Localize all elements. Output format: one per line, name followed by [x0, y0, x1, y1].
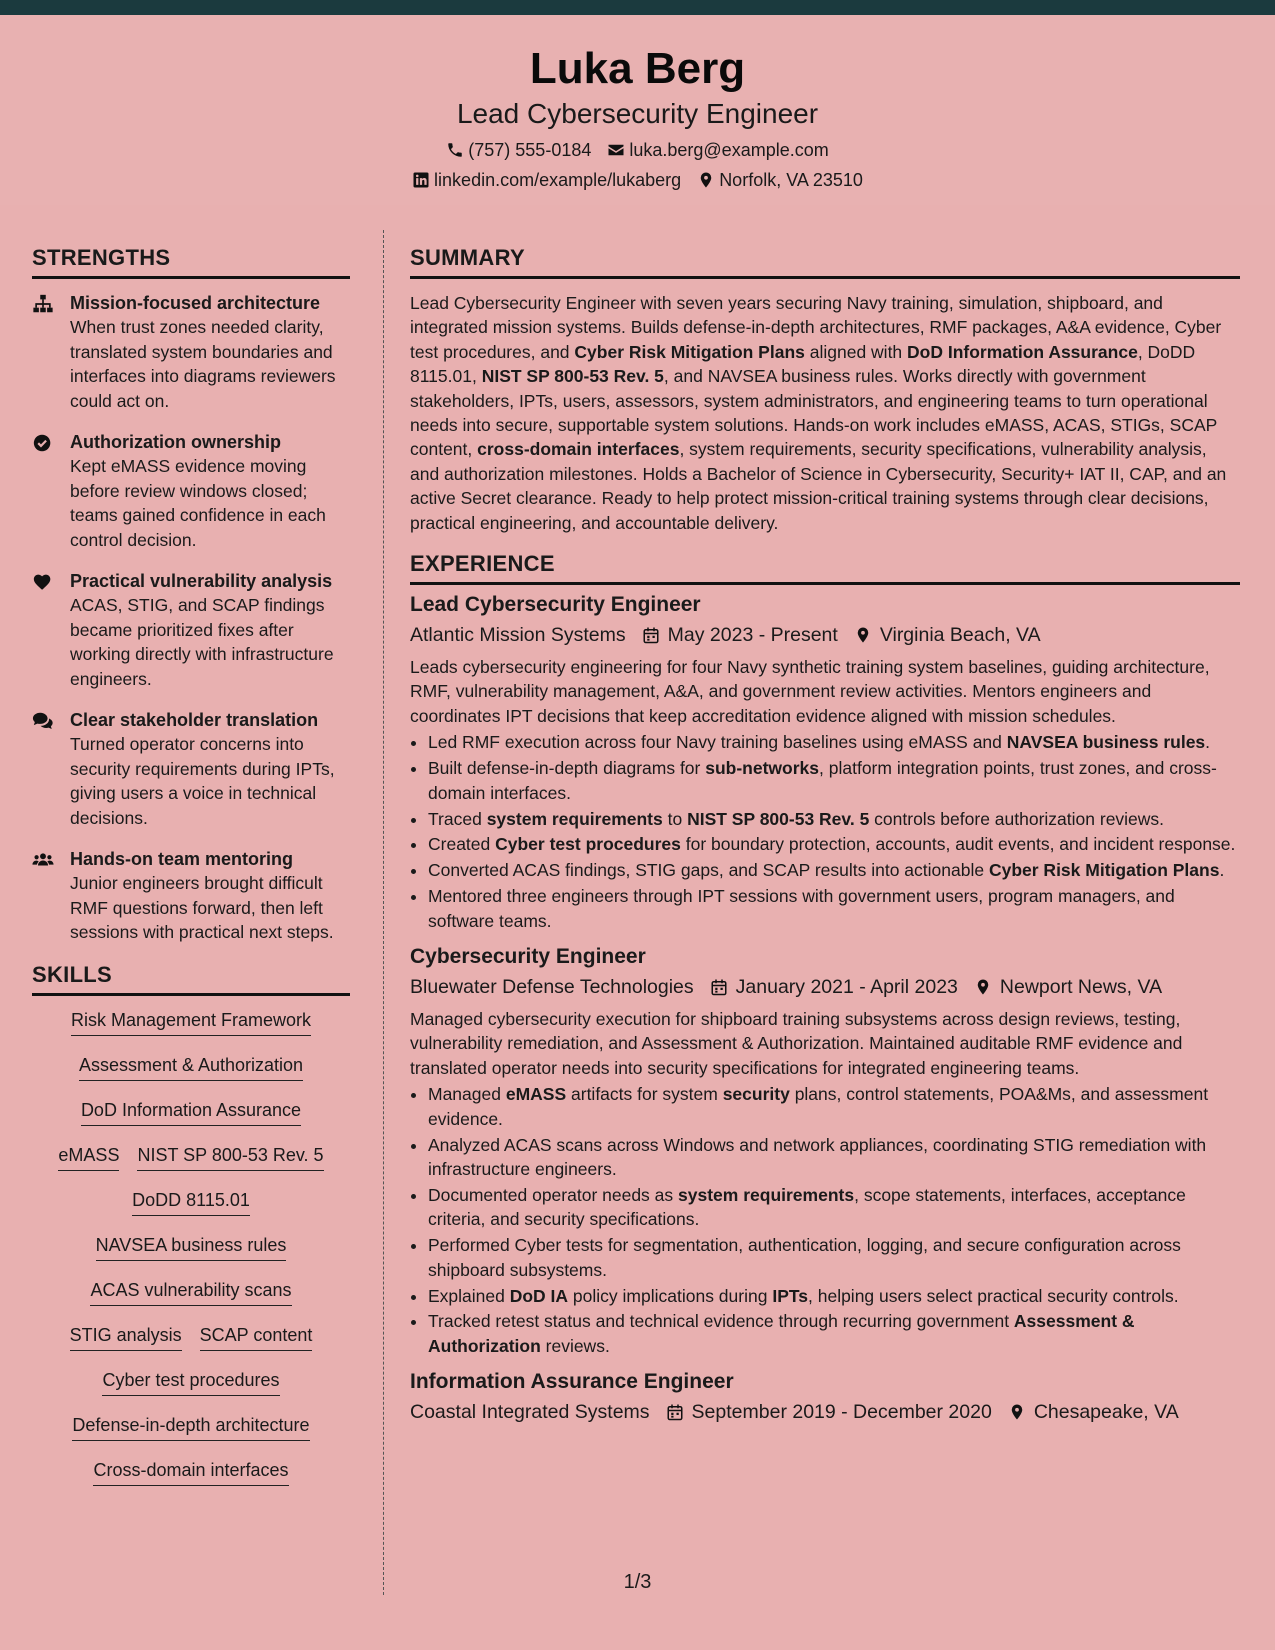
text-run: Mentored three engineers through IPT sessions with government users, program managers, and software teams.	[428, 886, 1175, 931]
job-bullet	[428, 730, 1240, 754]
job-bullet	[428, 832, 1240, 856]
skill-row	[32, 1278, 350, 1323]
job-bullet	[428, 1309, 1240, 1358]
column-divider	[383, 230, 384, 1595]
map-marker-icon	[1008, 1403, 1026, 1421]
strength-text: When trust zones needed clarity, translated system boundaries and interfaces into diagrams reviewers could act on.	[70, 317, 336, 411]
email-contact[interactable]	[607, 139, 828, 161]
candidate-title: Lead Cybersecurity Engineer	[456, 98, 819, 129]
skill-row	[32, 1458, 350, 1503]
job-bullet	[428, 1233, 1240, 1282]
summary-heading: SUMMARY	[410, 245, 1240, 279]
job-title: Lead Cybersecurity Engineer	[410, 593, 701, 617]
bold-text: security	[722, 1084, 790, 1105]
skill-row	[32, 1008, 350, 1053]
job-location	[854, 621, 1041, 649]
calendar-icon	[710, 978, 728, 996]
skill-tag: Cross-domain interfaces	[93, 1458, 288, 1486]
text-run: Tracked retest status and technical evidence through recurring government	[428, 1311, 1014, 1332]
text-run: Built defense-in-depth diagrams for	[428, 758, 706, 779]
strength-text: ACAS, STIG, and SCAP findings became prioritized fixes after working directly with infrastructure engineers.	[70, 595, 334, 689]
job-bullet	[428, 1183, 1240, 1232]
strength-item	[32, 569, 350, 691]
job-bullets	[410, 1082, 1240, 1358]
strength-title: Authorization ownership	[70, 432, 281, 452]
strength-title: Practical vulnerability analysis	[70, 571, 333, 591]
job-dates	[710, 973, 958, 1001]
map-marker-icon	[854, 626, 872, 644]
strength-text: Turned operator concerns into security requirements during IPTs, giving users a voice in technical decisions.	[70, 734, 335, 828]
text-run: policy implications during	[568, 1285, 773, 1306]
skill-tag: ACAS vulnerability scans	[90, 1278, 291, 1306]
job-bullet	[428, 1284, 1240, 1308]
strength-item	[32, 430, 350, 552]
bold-text: NAVSEA business rules	[1006, 732, 1206, 753]
text-run: , and NAVSEA business rules. Works directly with government stakeholders, IPTs, users, assessors, system administrators, and engineering teams to turn operational needs into secure, supportable system solutions. Hands-on work includes eMASS, ACAS, STIGs, SCAP content,	[410, 366, 1217, 460]
contact-row-2	[0, 169, 1275, 191]
skills-list	[32, 1008, 350, 1503]
job-location-text: Chesapeake, VA	[1033, 1401, 1179, 1424]
job-location-text: Virginia Beach, VA	[879, 624, 1041, 647]
bold-text: cross-domain interfaces	[477, 439, 680, 460]
bold-text: Assessment & Authorization	[428, 1311, 1135, 1356]
job-location	[974, 973, 1162, 1001]
job-entry	[410, 1368, 1240, 1426]
job-bullet	[428, 807, 1240, 831]
text-run: Managed	[428, 1084, 506, 1105]
job-company: Coastal Integrated Systems	[410, 1401, 650, 1424]
text-run: reviews.	[540, 1335, 610, 1356]
skill-row	[32, 1188, 350, 1233]
text-run: Converted ACAS findings, STIG gaps, and SCAP results into actionable	[428, 860, 989, 881]
text-run: Performed Cyber tests for segmentation, authentication, logging, and secure configuration across shipboard subsystems.	[428, 1235, 1181, 1280]
strength-item	[32, 847, 350, 945]
bold-text: IPTs	[772, 1285, 808, 1306]
bold-text: eMASS	[505, 1084, 567, 1105]
bold-text: system requirements	[678, 1184, 855, 1205]
skill-tag: NIST SP 800-53 Rev. 5	[137, 1143, 323, 1171]
job-description: Leads cybersecurity engineering for four Navy synthetic training system baselines, guiding architecture, RMF, vulnerability management, A&A, and government review activities. Mentors engineers and coordinates IPT decisions that keep accreditation evidence aligned with mission schedules.	[410, 657, 1210, 726]
text-run: , DoDD 8115.01,	[410, 341, 1196, 387]
strength-title: Clear stakeholder translation	[70, 710, 319, 730]
text-run: .	[1219, 860, 1225, 881]
strengths-list	[32, 291, 350, 945]
job-dates-text: January 2021 - April 2023	[735, 976, 958, 999]
text-run: , platform integration points, trust zones, and cross-domain interfaces.	[428, 758, 1217, 803]
job-company: Atlantic Mission Systems	[410, 624, 626, 647]
job-title: Information Assurance Engineer	[410, 1370, 734, 1394]
calendar-icon	[666, 1403, 684, 1421]
strength-item	[32, 291, 350, 413]
envelope-icon	[607, 141, 625, 159]
skills-heading: SKILLS	[32, 962, 350, 996]
job-location	[1008, 1398, 1179, 1426]
map-marker-icon	[974, 978, 992, 996]
text-run: controls before authorization reviews.	[869, 808, 1165, 829]
email-text[interactable]: luka.berg@example.com	[629, 140, 829, 160]
text-run: aligned with	[804, 341, 908, 362]
job-meta	[410, 1398, 1240, 1426]
skill-tag: eMASS	[58, 1143, 119, 1171]
skill-tag: DoD Information Assurance	[81, 1098, 301, 1126]
job-bullet	[428, 1133, 1240, 1182]
users-icon	[32, 847, 58, 945]
text-run: , helping users select practical security controls.	[808, 1285, 1179, 1306]
text-run: artifacts for system	[566, 1084, 723, 1105]
right-column	[410, 245, 1240, 1436]
phone-icon	[446, 141, 464, 159]
strengths-heading: STRENGTHS	[32, 245, 350, 279]
candidate-name: Luka Berg	[529, 44, 746, 93]
skill-tag: NAVSEA business rules	[96, 1233, 287, 1261]
resume-header	[0, 15, 1275, 205]
text-run: .	[1205, 732, 1211, 753]
skill-tag: Cyber test procedures	[102, 1368, 279, 1396]
bold-text: NIST SP 800-53 Rev. 5	[687, 808, 870, 829]
bold-text: Cyber Risk Mitigation Plans	[988, 860, 1220, 881]
check-circle-icon	[32, 430, 58, 552]
skill-tag: Assessment & Authorization	[79, 1053, 303, 1081]
map-marker-icon	[697, 171, 715, 189]
text-run: Led RMF execution across four Navy training baselines using eMASS and	[428, 732, 1007, 753]
sitemap-icon	[32, 291, 58, 413]
bold-text: DoD Information Assurance	[907, 341, 1138, 362]
strength-title: Hands-on team mentoring	[70, 849, 294, 869]
job-bullet	[428, 884, 1240, 933]
job-bullet	[428, 858, 1240, 882]
linkedin-icon	[412, 171, 430, 189]
job-entry	[410, 943, 1240, 1358]
bold-text: NIST SP 800-53 Rev. 5	[481, 366, 664, 387]
text-run: plans, control statements, POA&Ms, and assessment evidence.	[428, 1084, 1209, 1129]
contact-row-1	[0, 139, 1275, 161]
job-dates-text: May 2023 - Present	[667, 624, 838, 647]
skill-row	[32, 1323, 350, 1368]
skill-tag: DoDD 8115.01	[132, 1188, 250, 1216]
text-run: for boundary protection, accounts, audit events, and incident response.	[680, 834, 1236, 855]
heart-icon	[32, 569, 58, 691]
top-accent-bar	[0, 0, 1275, 15]
text-run: Traced	[428, 808, 487, 829]
location-text: Norfolk, VA 23510	[719, 170, 863, 190]
job-dates-text: September 2019 - December 2020	[691, 1401, 992, 1424]
linkedin-contact[interactable]	[412, 169, 681, 191]
text-run: Explained	[428, 1285, 510, 1306]
left-column	[32, 245, 350, 1503]
text-run: to	[662, 808, 688, 829]
bold-text: sub-networks	[705, 758, 820, 779]
text-run: , system requirements, security specifications, vulnerability analysis, and authorization milestones. Holds a Bachelor of Science in Cybersecurity, Security+ IAT II, CAP, and an active Secret clearance. Ready to help protect mission-critical training systems through clear decisions, practical engineering, and accountable delivery.	[410, 439, 1227, 533]
job-title: Cybersecurity Engineer	[410, 945, 646, 969]
skill-row	[32, 1143, 350, 1188]
text-run: Analyzed ACAS scans across Windows and network appliances, coordinating STIG remediation with infrastructure engineers.	[428, 1134, 1207, 1179]
job-dates	[666, 1398, 992, 1426]
page-indicator: 1/3	[623, 1571, 652, 1593]
job-meta	[410, 621, 1240, 649]
strength-text: Kept eMASS evidence moving before review windows closed; teams gained confidence in each control decision.	[70, 456, 326, 550]
skill-row	[32, 1233, 350, 1278]
phone-contact	[446, 139, 591, 161]
experience-heading: EXPERIENCE	[410, 551, 1240, 585]
skill-tag: SCAP content	[200, 1323, 313, 1351]
strength-title: Mission-focused architecture	[70, 293, 321, 313]
skill-tag: Defense-in-depth architecture	[72, 1413, 309, 1441]
summary-text	[410, 291, 1240, 535]
strength-item	[32, 708, 350, 830]
bold-text: Cyber test procedures	[495, 834, 681, 855]
text-run: , scope statements, interfaces, acceptance criteria, and security specifications.	[428, 1184, 1186, 1230]
text-run: Lead Cybersecurity Engineer with seven years securing Navy training, simulation, shipboard, and integrated mission systems. Builds defense-in-depth architectures, RMF packages, A&A evidence, Cyber test procedures, and	[410, 293, 1222, 362]
skill-tag: STIG analysis	[70, 1323, 182, 1351]
job-bullet	[428, 1082, 1240, 1131]
strength-text: Junior engineers brought difficult RMF questions forward, then left sessions with practical next steps.	[70, 873, 334, 942]
job-company: Bluewater Defense Technologies	[410, 976, 694, 999]
comments-icon	[32, 708, 58, 830]
bold-text: DoD IA	[509, 1285, 569, 1306]
job-meta	[410, 973, 1240, 1001]
skill-row	[32, 1098, 350, 1143]
job-bullets	[410, 730, 1240, 933]
job-location-text: Newport News, VA	[999, 976, 1163, 999]
skill-row	[32, 1413, 350, 1458]
skill-tag: Risk Management Framework	[71, 1008, 311, 1036]
text-run: Documented operator needs as	[428, 1184, 679, 1205]
job-bullet	[428, 756, 1240, 805]
bold-text: system requirements	[486, 808, 663, 829]
bold-text: Cyber Risk Mitigation Plans	[574, 341, 805, 362]
calendar-icon	[642, 626, 660, 644]
skill-row	[32, 1368, 350, 1413]
job-entry	[410, 591, 1240, 933]
job-dates	[642, 621, 838, 649]
text-run: Created	[428, 834, 496, 855]
location-contact	[697, 169, 863, 191]
phone-text: (757) 555-0184	[468, 140, 592, 160]
linkedin-text[interactable]: linkedin.com/example/lukaberg	[434, 170, 682, 190]
job-description: Managed cybersecurity execution for shipboard training subsystems across design reviews, testing, vulnerability remediation, and Assessment & Authorization. Maintained auditable RMF evidence and translated operator needs into security specifications for integrated engineering teams.	[410, 1009, 1183, 1078]
skill-row	[32, 1053, 350, 1098]
